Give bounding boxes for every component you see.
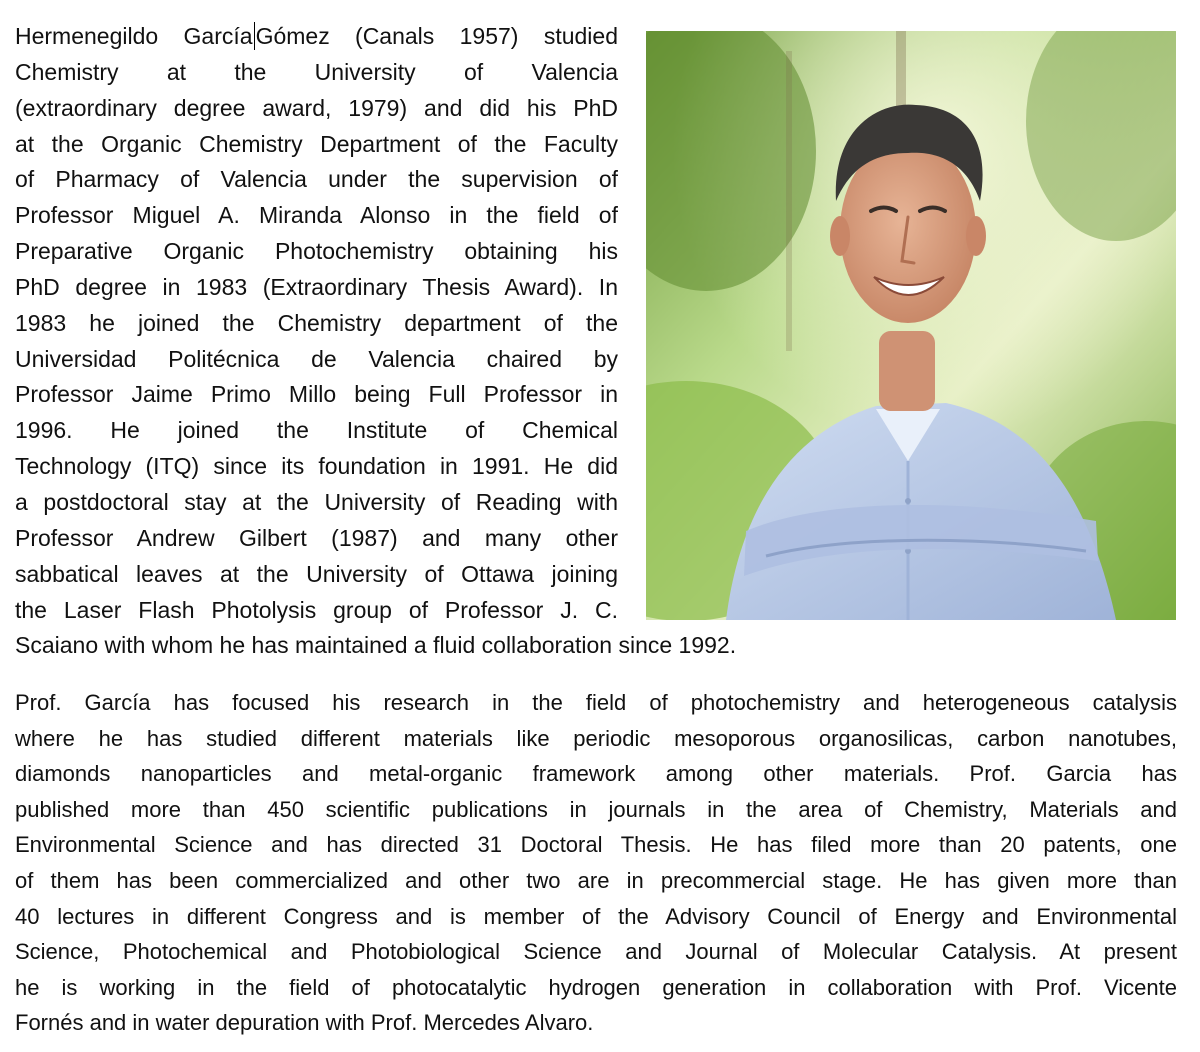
text-line: Environmental Science and has directed 31 Doctoral Thesis. He has filed more than 20 patents, one <box>15 832 1177 858</box>
text-line: Fornés and in water depuration with Prof. Mercedes Alvaro. <box>15 1010 594 1036</box>
text-line: sabbatical leaves at the University of Ottawa joining <box>15 560 618 587</box>
text-line: Professor Andrew Gilbert (1987) and many other <box>15 524 618 551</box>
text-line: at the Organic Chemistry Department of the Faculty <box>15 130 618 157</box>
text-line: Preparative Organic Photochemistry obtaining his <box>15 238 618 265</box>
text-segment: Gómez (Canals 1957) studied <box>255 23 618 49</box>
text-line: 1996. He joined the Institute of Chemical <box>15 417 618 444</box>
text-line: Universidad Politécnica de Valencia chaired by <box>15 345 618 372</box>
text-line: Technology (ITQ) since its foundation in 1991. He did <box>15 453 618 480</box>
text-line: Science, Photochemical and Photobiological Science and Journal of Molecular Catalysis. At present <box>15 939 1177 965</box>
text-line: Scaiano with whom he has maintained a fluid collaboration since 1992. <box>15 632 737 659</box>
text-line: Prof. García has focused his research in the field of photochemistry and heterogeneous catalysis <box>15 690 1177 715</box>
bio-paragraph-2 <box>15 685 1177 1041</box>
text-line: Professor Miguel A. Miranda Alonso in the field of <box>15 202 618 229</box>
text-line: of Pharmacy of Valencia under the supervision of <box>15 166 618 193</box>
text-line: Chemistry at the University of Valencia <box>15 58 618 85</box>
text-line: diamonds nanoparticles and metal-organic framework among other materials. Prof. Garcia has <box>15 761 1177 787</box>
text-line: (extraordinary degree award, 1979) and did his PhD <box>15 94 618 121</box>
text-line: published more than 450 scientific publications in journals in the area of Chemistry, Materials and <box>15 796 1177 822</box>
text-line: Professor Jaime Primo Millo being Full Professor in <box>15 381 618 408</box>
text-line: PhD degree in 1983 (Extraordinary Thesis Award). In <box>15 273 618 300</box>
text-line: where he has studied different materials like periodic mesoporous organosilicas, carbon nanotubes, <box>15 725 1177 751</box>
text-line: the Laser Flash Photolysis group of Professor J. C. <box>15 596 618 623</box>
author-name-text: Hermenegildo García <box>15 23 253 49</box>
text-line: of them has been commercialized and other two are in precommercial stage. He has given more than <box>15 867 1177 893</box>
text-line: 40 lectures in different Congress and is member of the Advisory Council of Energy and Environmental <box>15 903 1177 929</box>
text-line <box>15 19 618 55</box>
portrait-illustration <box>646 31 1176 620</box>
portrait-photo <box>646 31 1176 620</box>
text-cursor <box>254 22 255 50</box>
text-line: 1983 he joined the Chemistry department of the <box>15 309 618 336</box>
text-line: he is working in the field of photocatalytic hydrogen generation in collaboration with Prof. Vicente <box>15 974 1177 1000</box>
text-line: a postdoctoral stay at the University of Reading with <box>15 488 618 515</box>
